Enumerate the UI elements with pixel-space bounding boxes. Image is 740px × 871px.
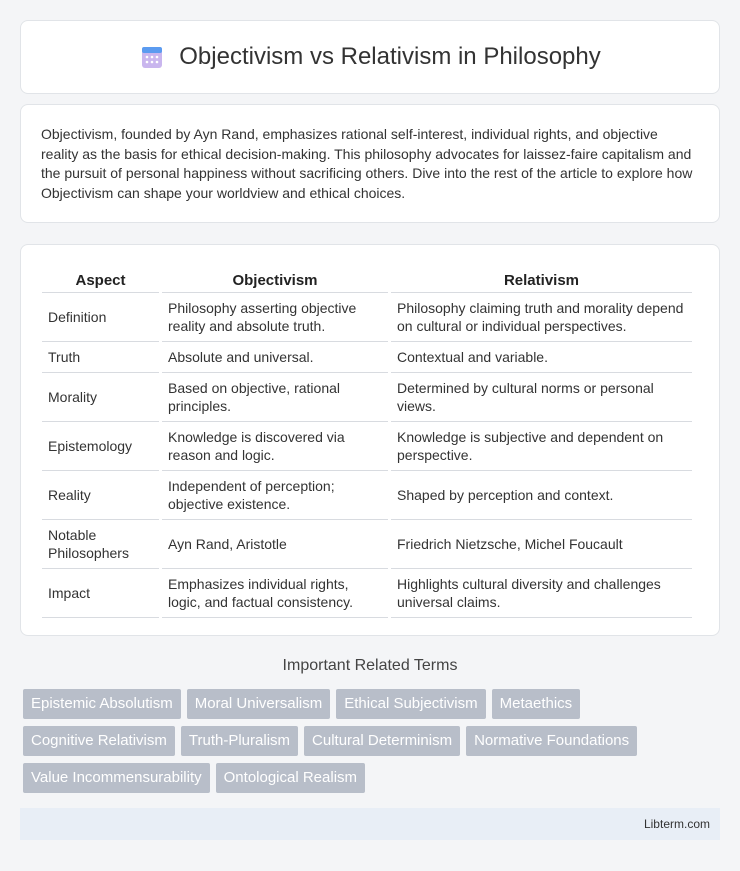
related-terms-list <box>23 689 703 793</box>
relativism-cell: Contextual and variable. <box>391 342 692 373</box>
page-title: Objectivism vs Relativism in Philosophy <box>179 43 601 70</box>
related-term-tag[interactable]: Moral Universalism <box>187 689 331 719</box>
relativism-cell: Highlights cultural diversity and challenges universal claims. <box>391 569 692 618</box>
header-relativism: Relativism <box>391 265 692 293</box>
table-row <box>42 569 692 618</box>
aspect-cell: Notable Philosophers <box>42 520 159 569</box>
table-row <box>42 342 692 373</box>
objectivism-cell: Ayn Rand, Aristotle <box>162 520 388 569</box>
related-term-tag[interactable]: Value Incommensurability <box>23 763 210 793</box>
related-term-tag[interactable]: Ontological Realism <box>216 763 365 793</box>
objectivism-cell: Independent of perception; objective existence. <box>162 471 388 520</box>
related-term-tag[interactable]: Epistemic Absolutism <box>23 689 181 719</box>
related-term-tag[interactable]: Ethical Subjectivism <box>336 689 485 719</box>
intro-card <box>20 104 720 223</box>
comparison-card <box>20 244 720 636</box>
table-row <box>42 293 692 342</box>
intro-text: Objectivism, founded by Ayn Rand, emphasizes rational self-interest, individual rights, and objective reality as the basis for ethical decision-making. This philosophy advocates for laissez-faire capitalism and the pursuit of personal happiness without sacrificing others. Dive into the rest of the article to explore how Objectivism can shape your worldview and ethical choices. <box>41 126 693 201</box>
related-terms-heading: Important Related Terms <box>282 657 458 674</box>
document-icon <box>139 44 165 70</box>
aspect-cell: Morality <box>42 373 159 422</box>
footer-site-link[interactable]: Libterm.com <box>643 817 710 831</box>
table-row <box>42 520 692 569</box>
aspect-cell: Impact <box>42 569 159 618</box>
footer <box>20 808 720 840</box>
aspect-cell: Epistemology <box>42 422 159 471</box>
comparison-table <box>39 265 695 618</box>
objectivism-cell: Based on objective, rational principles. <box>162 373 388 422</box>
title-card <box>20 20 720 94</box>
relativism-cell: Philosophy claiming truth and morality depend on cultural or individual perspectives. <box>391 293 692 342</box>
header-objectivism: Objectivism <box>162 265 388 293</box>
table-row <box>42 373 692 422</box>
objectivism-cell: Knowledge is discovered via reason and logic. <box>162 422 388 471</box>
related-term-tag[interactable]: Cognitive Relativism <box>23 726 175 756</box>
related-term-tag[interactable]: Metaethics <box>492 689 581 719</box>
objectivism-cell: Absolute and universal. <box>162 342 388 373</box>
objectivism-cell: Emphasizes individual rights, logic, and factual consistency. <box>162 569 388 618</box>
table-row <box>42 422 692 471</box>
related-term-tag[interactable]: Normative Foundations <box>466 726 637 756</box>
objectivism-cell: Philosophy asserting objective reality and absolute truth. <box>162 293 388 342</box>
relativism-cell: Shaped by perception and context. <box>391 471 692 520</box>
relativism-cell: Knowledge is subjective and dependent on perspective. <box>391 422 692 471</box>
table-row <box>42 471 692 520</box>
related-term-tag[interactable]: Cultural Determinism <box>304 726 460 756</box>
aspect-cell: Definition <box>42 293 159 342</box>
table-header-row <box>42 265 692 293</box>
relativism-cell: Friedrich Nietzsche, Michel Foucault <box>391 520 692 569</box>
aspect-cell: Truth <box>42 342 159 373</box>
aspect-cell: Reality <box>42 471 159 520</box>
relativism-cell: Determined by cultural norms or personal views. <box>391 373 692 422</box>
related-term-tag[interactable]: Truth-Pluralism <box>181 726 298 756</box>
header-aspect: Aspect <box>42 265 159 293</box>
